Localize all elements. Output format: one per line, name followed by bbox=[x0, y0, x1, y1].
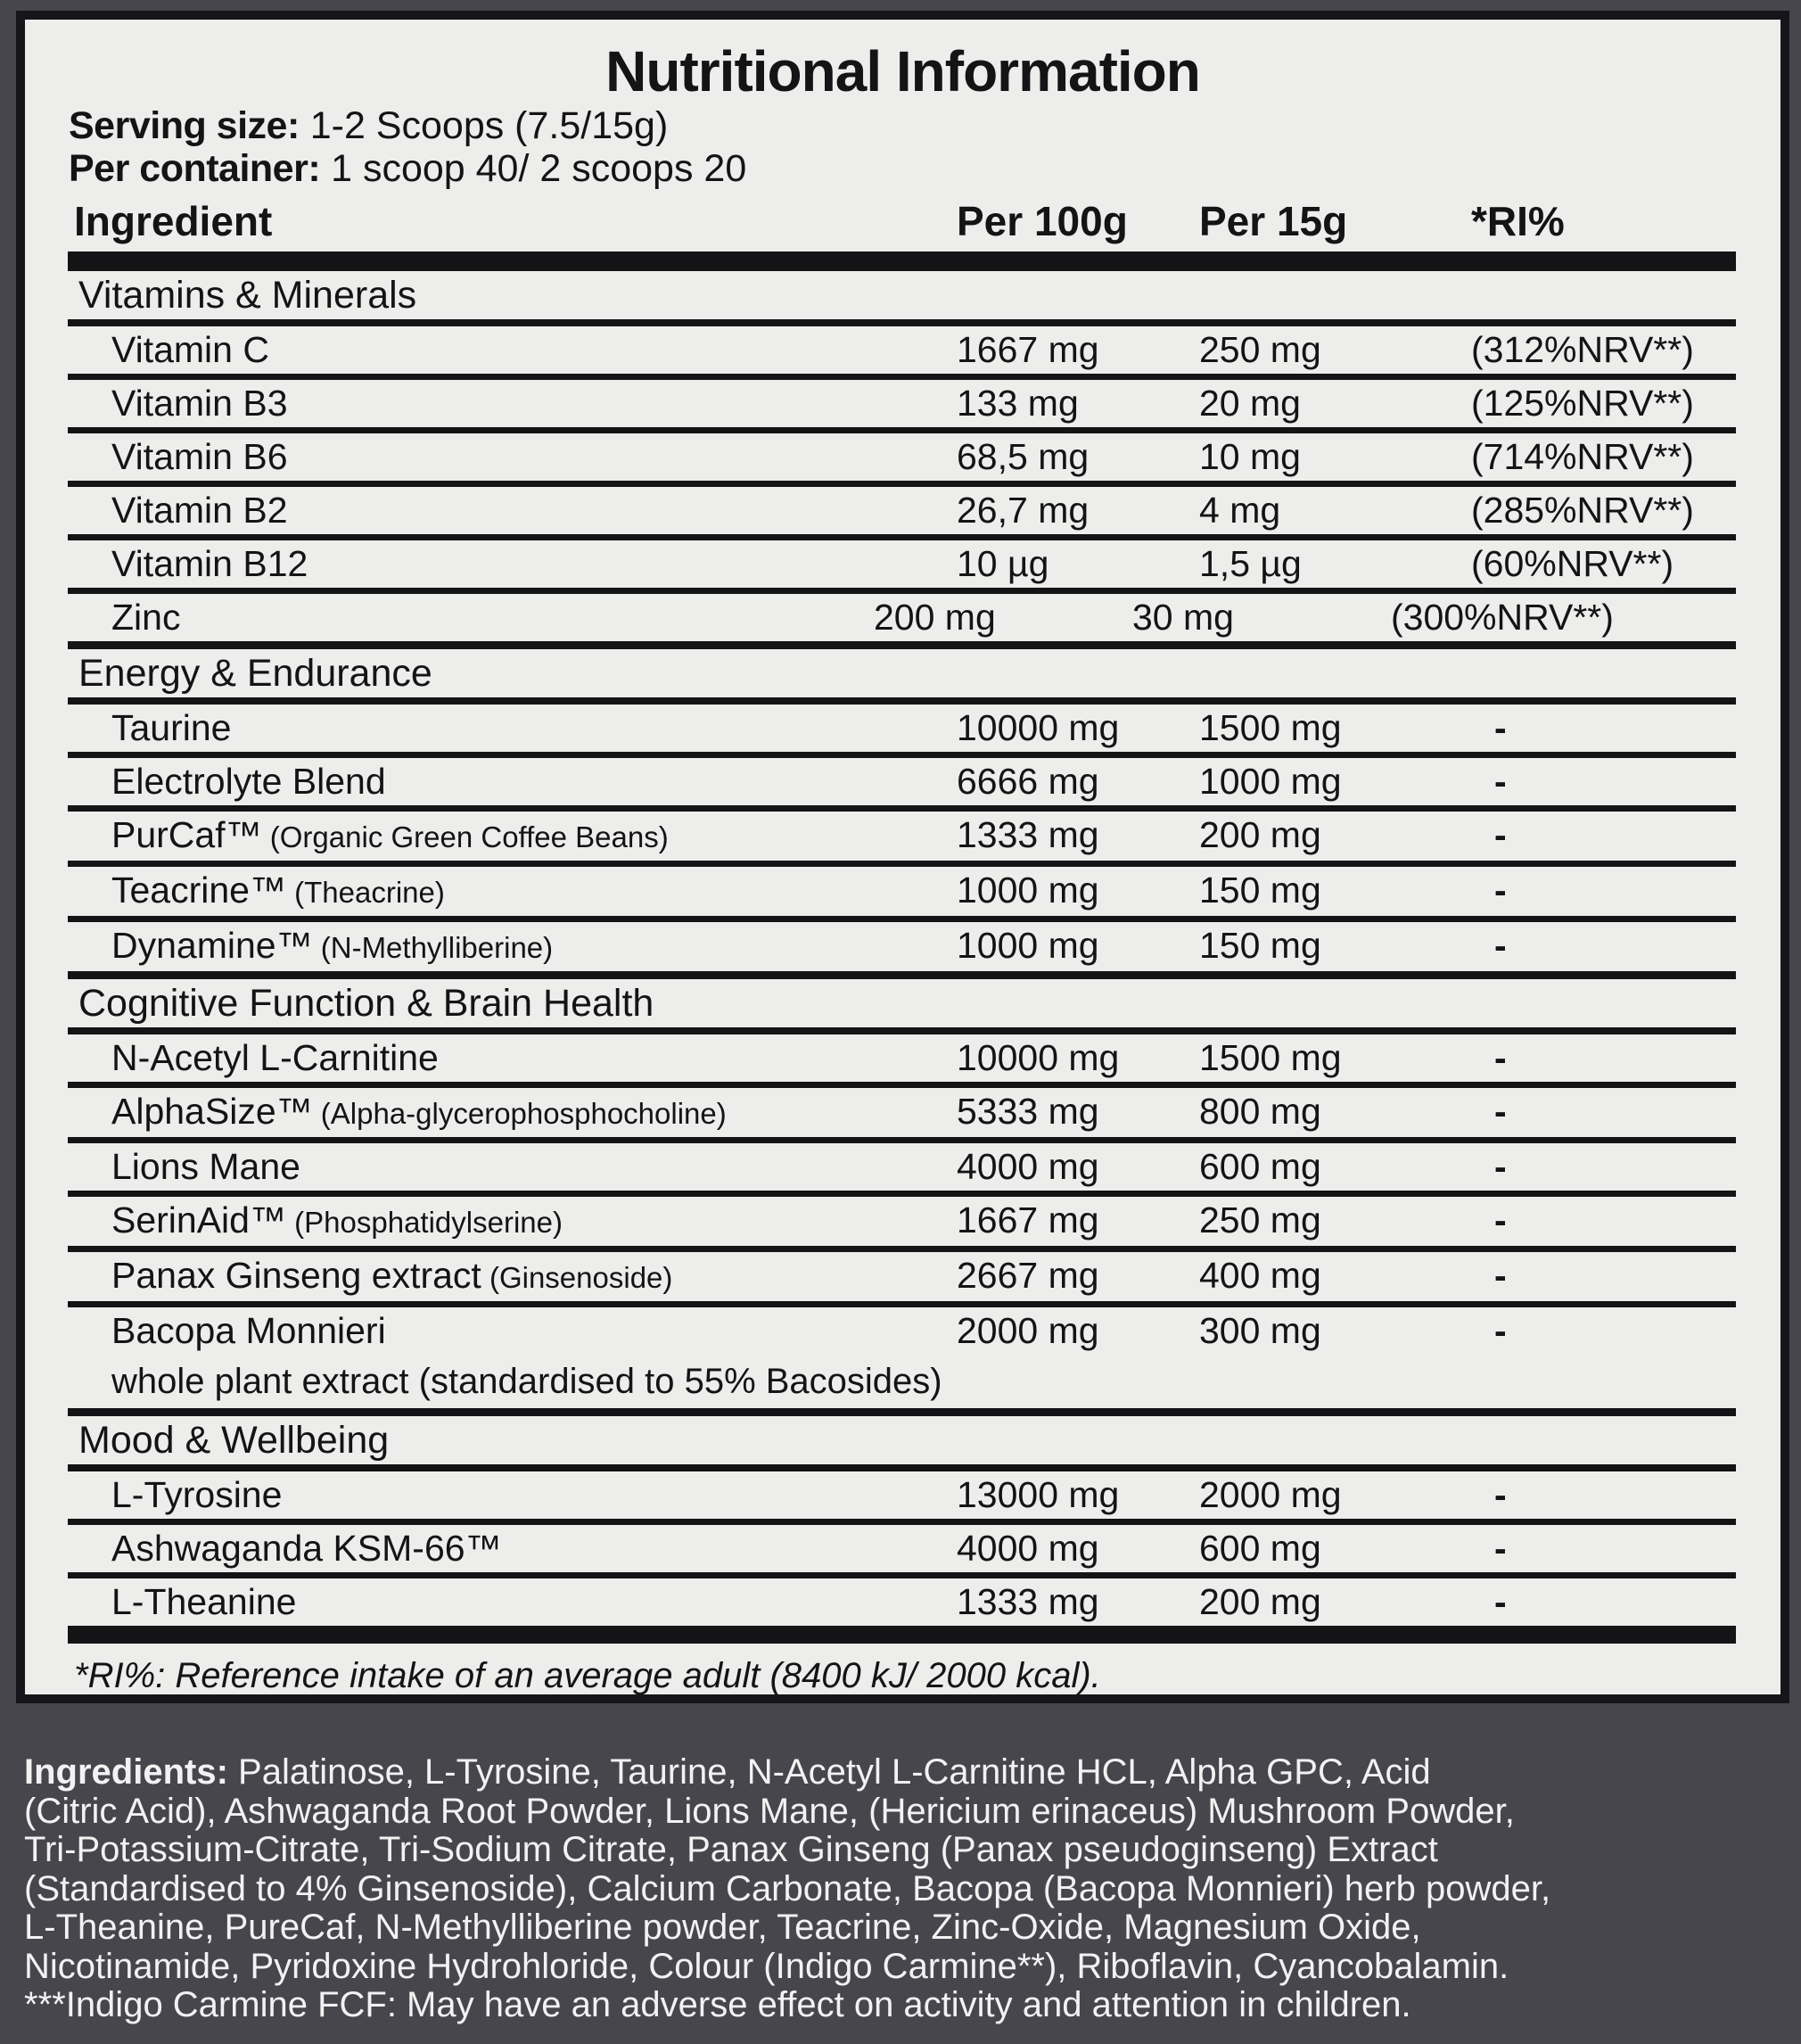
section-title: Energy & Endurance bbox=[68, 649, 1736, 705]
ingredients-paragraph bbox=[24, 1753, 1550, 2025]
ingredient-name-text: Vitamin C bbox=[111, 329, 269, 370]
ri-value: - bbox=[1494, 1091, 1507, 1132]
ingredient-name bbox=[68, 433, 957, 481]
ri-value: - bbox=[1494, 1581, 1507, 1622]
ri-value: - bbox=[1494, 761, 1507, 802]
table-row bbox=[68, 861, 1736, 916]
ingredients-line: (Citric Acid), Ashwaganda Root Powder, Lions Mane, (Hericium erinaceus) Mushroom Powder, bbox=[24, 1791, 1515, 1831]
per-100g-value: 10000 mg bbox=[957, 707, 1120, 748]
ingredient-name-text: SerinAid™ bbox=[111, 1199, 286, 1240]
per-100g-value: 2667 mg bbox=[957, 1255, 1099, 1296]
section-1 bbox=[68, 271, 1736, 641]
ri-value: (714%NRV**) bbox=[1471, 436, 1694, 477]
per-15g-value: 200 mg bbox=[1199, 1581, 1321, 1622]
per-container-value: 1 scoop 40/ 2 scoops 20 bbox=[320, 147, 747, 190]
ri-value: - bbox=[1494, 870, 1507, 911]
ingredients-line: Tri-Potassium-Citrate, Tri-Sodium Citrate, Panax Ginseng (Panax pseudoginseng) Extract bbox=[24, 1830, 1438, 1869]
table-row bbox=[68, 1471, 1736, 1519]
ingredient-name-subtext: (Theacrine) bbox=[285, 876, 445, 909]
ri-value: (125%NRV**) bbox=[1471, 383, 1694, 424]
header-divider-bar bbox=[68, 251, 1736, 271]
table-row bbox=[68, 1137, 1736, 1191]
ingredient-name bbox=[68, 594, 874, 641]
per-15g-value: 250 mg bbox=[1199, 329, 1321, 370]
ri-value: (300%NRV**) bbox=[1391, 597, 1614, 638]
ingredient-name bbox=[68, 1525, 957, 1572]
ri-value: - bbox=[1494, 1310, 1507, 1351]
ingredient-name bbox=[68, 1252, 957, 1301]
table-row bbox=[68, 1034, 1736, 1082]
ingredients-line: (Standardised to 4% Ginsenoside), Calcium Carbonate, Bacopa (Bacopa Monnieri) herb powder, bbox=[24, 1868, 1551, 1908]
ingredient-name-subtext: (Organic Green Coffee Beans) bbox=[261, 820, 669, 853]
ingredient-name-text: Teacrine™ bbox=[111, 870, 286, 911]
ingredient-name-text: Vitamin B12 bbox=[111, 543, 308, 584]
per-100g-value: 6666 mg bbox=[957, 761, 1099, 802]
ingredient-name-text: L-Tyrosine bbox=[111, 1474, 283, 1515]
per-100g-value: 200 mg bbox=[874, 597, 996, 638]
table-row bbox=[68, 916, 1736, 971]
per-100g-value: 1000 mg bbox=[957, 870, 1099, 911]
ri-value: - bbox=[1494, 1146, 1507, 1187]
footer-divider-bar bbox=[68, 1626, 1736, 1644]
table-row bbox=[68, 1301, 1736, 1408]
ingredient-name-text: AlphaSize™ bbox=[111, 1091, 313, 1132]
per-container-label: Per container: bbox=[69, 147, 321, 190]
page-title: Nutritional Information bbox=[605, 39, 1200, 103]
ingredient-name bbox=[68, 1307, 957, 1408]
per-15g-value: 300 mg bbox=[1199, 1310, 1321, 1351]
per-15g-value: 200 mg bbox=[1199, 814, 1321, 855]
ingredient-name-text: Vitamin B6 bbox=[111, 436, 288, 477]
per-100g-value: 5333 mg bbox=[957, 1091, 1099, 1132]
table-row bbox=[68, 588, 1736, 641]
ri-value: - bbox=[1494, 1528, 1507, 1569]
ri-value: - bbox=[1494, 1037, 1507, 1078]
table-row bbox=[68, 534, 1736, 588]
per-15g-value: 1,5 µg bbox=[1199, 543, 1302, 584]
column-header-row bbox=[68, 198, 1736, 244]
per-100g-value: 10 µg bbox=[957, 543, 1049, 584]
per-100g-value: 13000 mg bbox=[957, 1474, 1120, 1515]
table-row bbox=[68, 705, 1736, 752]
ingredient-name bbox=[68, 1578, 957, 1626]
serving-size-line bbox=[69, 105, 1780, 146]
ingredient-name-text: Ashwaganda KSM-66™ bbox=[111, 1528, 502, 1569]
per-15g-value: 20 mg bbox=[1199, 383, 1301, 424]
ingredient-name-subtext: (Ginsenoside) bbox=[481, 1261, 673, 1294]
table-row bbox=[68, 374, 1736, 427]
per-15g-value: 4 mg bbox=[1199, 490, 1281, 531]
ingredient-name bbox=[68, 326, 957, 374]
per-100g-value: 10000 mg bbox=[957, 1037, 1120, 1078]
per-15g-value: 800 mg bbox=[1199, 1091, 1321, 1132]
ingredient-name bbox=[68, 1471, 957, 1519]
table-row bbox=[68, 1246, 1736, 1301]
ingredient-name-text: Lions Mane bbox=[111, 1146, 300, 1187]
per-15g-value: 10 mg bbox=[1199, 436, 1301, 477]
ingredient-name-text: Vitamin B3 bbox=[111, 383, 288, 424]
section-title: Mood & Wellbeing bbox=[68, 1416, 1736, 1471]
column-header-per-15g: Per 15g bbox=[1199, 198, 1348, 244]
ingredient-name-text: Vitamin B2 bbox=[111, 490, 288, 531]
ri-value: (285%NRV**) bbox=[1471, 490, 1694, 531]
indigo-carmine-warning: ***Indigo Carmine FCF: May have an adverse effect on activity and attention in children. bbox=[24, 1985, 1411, 2024]
ri-value: - bbox=[1494, 1474, 1507, 1515]
section-4 bbox=[68, 1408, 1736, 1626]
ri-value: - bbox=[1494, 814, 1507, 855]
ingredients-line: L-Theanine, PureCaf, N-Methylliberine powder, Teacrine, Zinc-Oxide, Magnesium Oxide, bbox=[24, 1908, 1421, 1947]
per-100g-value: 1333 mg bbox=[957, 1581, 1099, 1622]
ingredient-name bbox=[68, 812, 957, 861]
section-2 bbox=[68, 641, 1736, 971]
per-100g-value: 2000 mg bbox=[957, 1310, 1099, 1351]
table-row bbox=[68, 752, 1736, 805]
per-100g-value: 1667 mg bbox=[957, 1199, 1099, 1240]
ri-value: - bbox=[1494, 1199, 1507, 1240]
table-row bbox=[68, 1191, 1736, 1246]
per-15g-value: 400 mg bbox=[1199, 1255, 1321, 1296]
serving-size-label: Serving size: bbox=[69, 104, 300, 147]
table-row bbox=[68, 1519, 1736, 1572]
ingredient-name bbox=[68, 867, 957, 916]
per-15g-value: 250 mg bbox=[1199, 1199, 1321, 1240]
table-row bbox=[68, 805, 1736, 861]
ri-value: - bbox=[1494, 707, 1507, 748]
per-100g-value: 1000 mg bbox=[957, 925, 1099, 966]
ingredients-label: Ingredients: bbox=[24, 1752, 228, 1792]
per-15g-value: 150 mg bbox=[1199, 870, 1321, 911]
ingredient-name-text: L-Theanine bbox=[111, 1581, 297, 1622]
ingredient-name-text: Electrolyte Blend bbox=[111, 761, 386, 802]
per-15g-value: 600 mg bbox=[1199, 1528, 1321, 1569]
per-100g-value: 4000 mg bbox=[957, 1146, 1099, 1187]
ri-value: (60%NRV**) bbox=[1471, 543, 1674, 584]
ingredient-name bbox=[68, 487, 957, 534]
ingredient-name-subtext: (Phosphatidylserine) bbox=[285, 1206, 563, 1239]
ingredient-name bbox=[68, 758, 957, 805]
ingredient-name bbox=[68, 540, 957, 588]
ingredients-line: Nicotinamide, Pyridoxine Hydrohloride, Colour (Indigo Carmine**), Riboflavin, Cyancobalamin. bbox=[24, 1946, 1509, 1986]
per-15g-value: 600 mg bbox=[1199, 1146, 1321, 1187]
ingredient-name bbox=[68, 705, 957, 752]
ingredient-name bbox=[68, 1088, 957, 1137]
ri-value: - bbox=[1494, 1255, 1507, 1296]
section-3 bbox=[68, 971, 1736, 1408]
per-100g-value: 1333 mg bbox=[957, 814, 1099, 855]
per-100g-value: 68,5 mg bbox=[957, 436, 1090, 477]
per-container-line bbox=[69, 148, 1780, 189]
per-15g-value: 150 mg bbox=[1199, 925, 1321, 966]
per-15g-value: 30 mg bbox=[1132, 597, 1234, 638]
ingredient-name bbox=[68, 380, 957, 427]
nutrition-label-panel bbox=[16, 11, 1789, 1703]
ingredient-name bbox=[68, 1143, 957, 1191]
ingredient-continuation: whole plant extract (standardised to 55% Bacosides) bbox=[111, 1362, 942, 1401]
ri-footnote: *RI%: Reference intake of an average adult (8400 kJ/ 2000 kcal). bbox=[74, 1656, 1101, 1695]
ingredient-name bbox=[68, 1197, 957, 1246]
per-15g-value: 2000 mg bbox=[1199, 1474, 1342, 1515]
per-15g-value: 1000 mg bbox=[1199, 761, 1342, 802]
table-row bbox=[68, 1572, 1736, 1626]
column-header-ri: *RI% bbox=[1471, 198, 1565, 244]
section-title: Cognitive Function & Brain Health bbox=[68, 979, 1736, 1034]
column-header-per-100g: Per 100g bbox=[957, 198, 1128, 244]
ingredient-name-text: Taurine bbox=[111, 707, 232, 748]
per-15g-value: 1500 mg bbox=[1199, 1037, 1342, 1078]
ingredient-name-text: PurCaf™ bbox=[111, 814, 262, 855]
ingredient-name-text: Dynamine™ bbox=[111, 925, 313, 966]
serving-size-value: 1-2 Scoops (7.5/15g) bbox=[299, 104, 669, 147]
ingredient-name bbox=[68, 922, 957, 971]
ingredient-name-text: Bacopa Monnieri bbox=[111, 1310, 386, 1351]
table-row bbox=[68, 427, 1736, 481]
table-row bbox=[68, 481, 1736, 534]
per-100g-value: 4000 mg bbox=[957, 1528, 1099, 1569]
table-row bbox=[68, 1082, 1736, 1137]
ingredient-name-text: Panax Ginseng extract bbox=[111, 1255, 481, 1296]
ingredient-table bbox=[68, 271, 1736, 1626]
ingredient-name-text: N-Acetyl L-Carnitine bbox=[111, 1037, 439, 1078]
table-row bbox=[68, 326, 1736, 374]
per-100g-value: 133 mg bbox=[957, 383, 1079, 424]
per-15g-value: 1500 mg bbox=[1199, 707, 1342, 748]
ri-value: (312%NRV**) bbox=[1471, 329, 1694, 370]
ri-value: - bbox=[1494, 925, 1507, 966]
column-header-ingredient: Ingredient bbox=[74, 198, 273, 244]
ingredient-name-subtext: (N-Methylliberine) bbox=[312, 931, 554, 964]
per-100g-value: 26,7 mg bbox=[957, 490, 1090, 531]
ingredients-line: Ingredients: Palatinose, L-Tyrosine, Taurine, N-Acetyl L-Carnitine HCL, Alpha GPC, Acid bbox=[24, 1752, 1431, 1792]
section-title: Vitamins & Minerals bbox=[68, 271, 1736, 326]
ingredient-name-text: Zinc bbox=[111, 597, 181, 638]
per-100g-value: 1667 mg bbox=[957, 329, 1099, 370]
ingredient-name-subtext: (Alpha-glycerophosphocholine) bbox=[312, 1097, 727, 1130]
ingredient-name bbox=[68, 1034, 957, 1082]
